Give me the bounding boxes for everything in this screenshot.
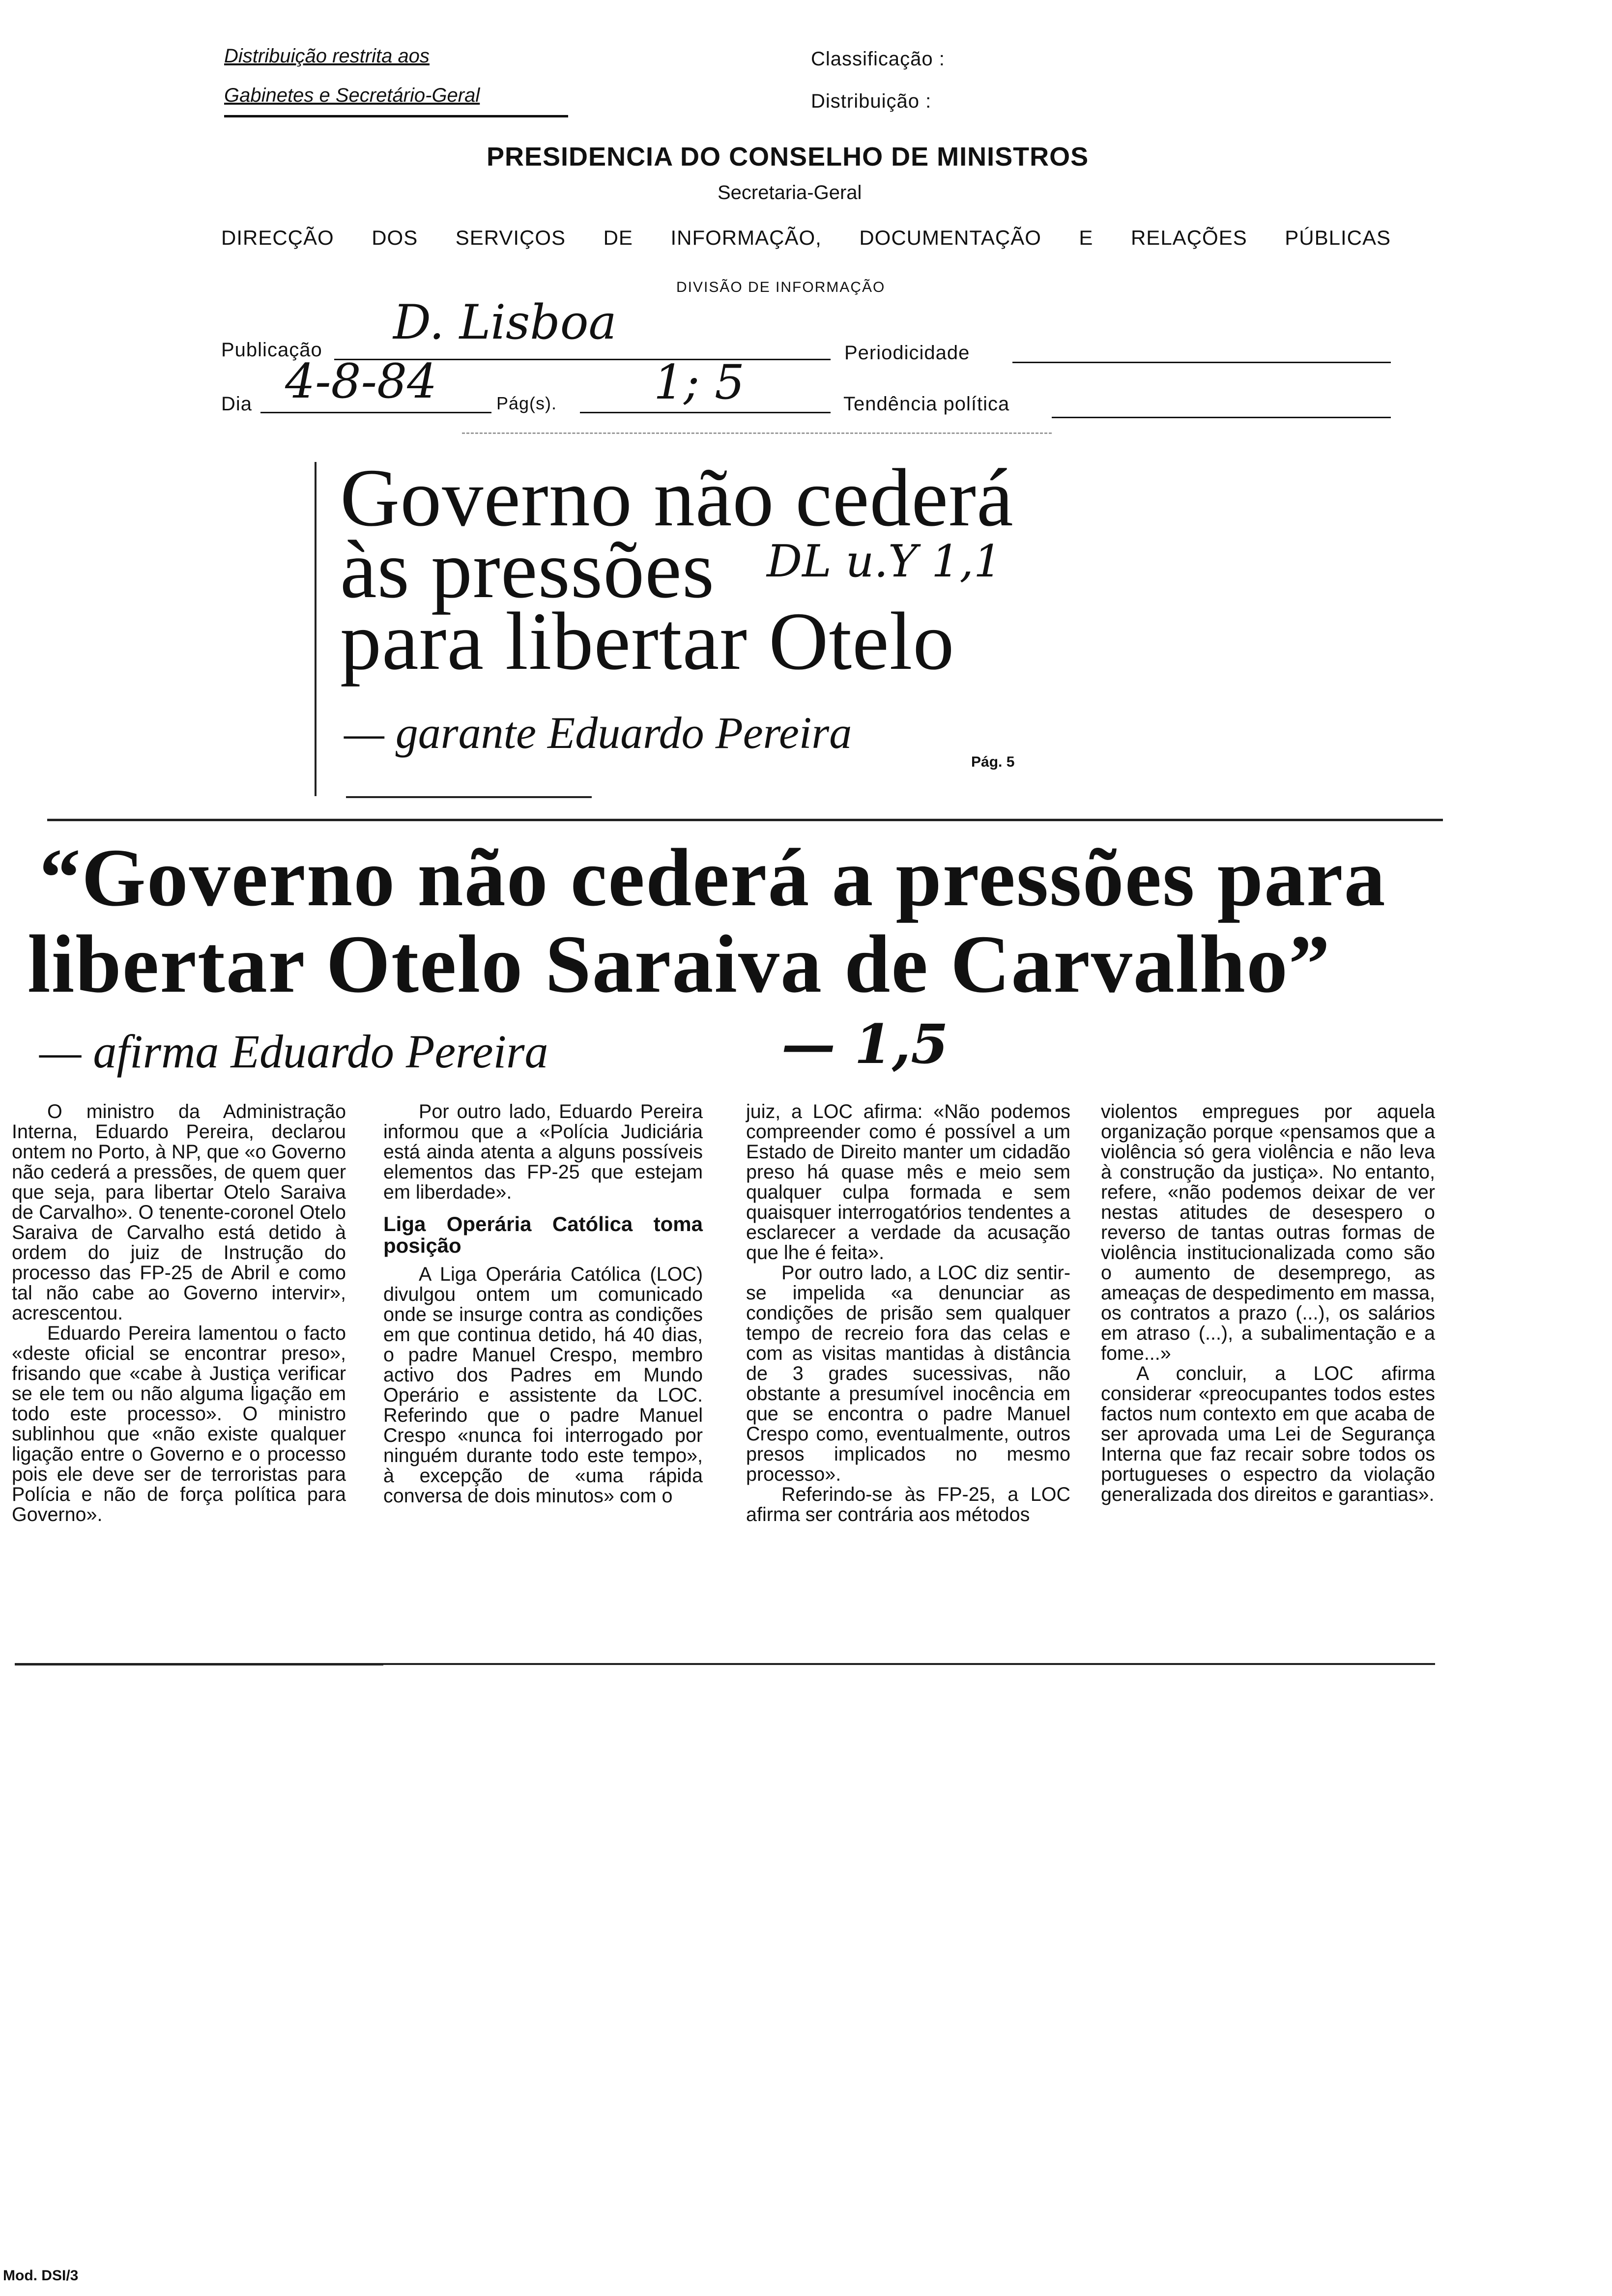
col1-paragraph-1: O ministro da Administração Interna, Eduardo Pereira, declarou ontem no Porto, à NP, que «o Governo não cederá a pressões, de quem quer que seja, para libertar Otelo Saraiva de Carvalho». O tenente-coronel Otelo Saraiva de Carvalho está detido à ordem do juiz de Instrução do processo das FP-25 de Abril e como tal não cabe ao Governo intervir», acrescentou. — [12, 1101, 346, 1324]
division-title: DIVISÃO DE INFORMAÇÃO — [676, 279, 886, 295]
header-rule — [224, 115, 568, 117]
distribution-restriction-line2: Gabinetes e Secretário-Geral — [224, 85, 480, 106]
pages-handwritten: 1; 5 — [654, 355, 745, 410]
front-headline-line3: para libertar Otelo — [340, 596, 955, 687]
article-column-1 — [12, 1102, 346, 1525]
classification-label: Classificação : — [811, 48, 945, 70]
day-label: Dia — [221, 393, 253, 415]
article-column-3 — [746, 1102, 1070, 1525]
periodicity-label: Periodicidade — [844, 342, 970, 364]
tendency-label: Tendência política — [843, 393, 1010, 415]
article-column-2 — [383, 1102, 703, 1506]
col1-paragraph-2: Eduardo Pereira lamentou o facto «deste oficial se encontrar preso», frisando que «cabe à Justiça verificar se ele tem ou não alguma ligação em todo este processo». O ministro sublinhou que «não existe qualquer ligação entre o Governo e o processo pois ele deve ser de terroristas para Polícia e não de força política para Governo». — [12, 1322, 346, 1525]
article-bottom-rule-2 — [383, 1663, 1435, 1665]
form-code: Mod. DSI/3 — [3, 2267, 79, 2284]
tendency-underline — [1052, 417, 1391, 418]
col4-paragraph-1: violentos empregues por aquela organização porque «pensamos que a violência só gera violência e não leva à construção da justiça». No entanto, refere, «não podemos deixar de ver nestas atitudes de desespero o reverso de tantas outras formas de violência institucionalizada como são o aumento de desemprego, as ameaças de despedimento em massa, os contratos a prazo (...), os salários em atraso (...), a subalimentação e a fome...» — [1101, 1101, 1435, 1364]
publication-label: Publicação — [221, 339, 322, 361]
distribution-restriction-line1: Distribuição restrita aos — [224, 45, 430, 67]
presidency-title: PRESIDENCIA DO CONSELHO DE MINISTROS — [487, 142, 1089, 172]
front-headline-line1: Governo não cederá — [340, 452, 1014, 544]
front-handwritten-note: DL u.Y 1,1 — [767, 536, 1002, 587]
clip-bottom-rule — [346, 796, 592, 798]
col4-paragraph-2: A concluir, a LOC afirma considerar «preocupantes todos estes factos num contexto em que acaba de ser aprovada uma Lei de Segurança Interna que faz recair sobre todos os portugueses o espectro da violação generalizada dos direitos e garantias». — [1101, 1363, 1435, 1505]
secretariat-title: Secretaria-Geral — [718, 182, 862, 203]
day-underline — [260, 412, 491, 413]
clip-top-rule — [462, 432, 1052, 434]
day-handwritten: 4-8-84 — [285, 354, 437, 409]
col2-heading: Liga Operária Católica toma posição — [383, 1212, 703, 1257]
col2-intro: Por outro lado, Eduardo Pereira informou que a «Polícia Judiciária está ainda atenta a alguns possíveis elementos das FP-25 que estejam em liberdade». — [383, 1101, 703, 1203]
clip-left-rule — [315, 462, 317, 796]
publication-handwritten: D. Lisboa — [393, 295, 617, 350]
article-column-4 — [1101, 1102, 1435, 1505]
col3-paragraph-3: Referindo-se às FP-25, a LOC afirma ser contrária aos métodos — [746, 1484, 1070, 1525]
article-headline-line1: “Governo não cederá a pressões para — [39, 832, 1386, 923]
article-handwritten-page: — 1,5 — [781, 1012, 949, 1076]
front-page-ref: Pág. 5 — [971, 754, 1015, 770]
directorate-title: DIRECÇÃO DOS SERVIÇOS DE INFORMAÇÃO, DOCUMENTAÇÃO E RELAÇÕES PÚBLICAS — [221, 226, 1391, 249]
periodicity-underline — [1012, 362, 1391, 363]
pages-label: Pág(s). — [496, 393, 557, 413]
pages-underline — [580, 412, 831, 413]
front-subheadline: — garante Eduardo Pereira — [344, 708, 852, 758]
article-top-rule — [47, 819, 1443, 821]
front-headline-line2: às pressões — [340, 524, 715, 615]
article-subheadline: — afirma Eduardo Pereira — [39, 1025, 548, 1078]
col3-paragraph-2: Por outro lado, a LOC diz sentir-se impelida «a denunciar as condições de prisão sem qualquer tempo de recreio fora das celas e com as visitas mantidas à distância de 3 grades sucessivas, não obstante a presumível inocência em que se encontra o padre Manuel Crespo como, eventualmente, outros presos implicados no mesmo processo». — [746, 1262, 1070, 1485]
article-bottom-rule-1 — [15, 1663, 383, 1665]
col3-paragraph-1: juiz, a LOC afirma: «Não podemos compreender como é possível a um Estado de Direito manter um cidadão preso há quase mês e meio sem qualquer culpa formada e sem quaisquer interrogatórios tendentes a esclarecer a verdade da acusação que lhe é feita». — [746, 1101, 1070, 1263]
article-headline-line2: libertar Otelo Saraiva de Carvalho” — [28, 918, 1331, 1010]
col2-body: A Liga Operária Católica (LOC) divulgou ontem um comunicado onde se insurge contra as condições em que continua detido, há 40 dias, o padre Manuel Crespo, membro activo dos Padres em Mundo Operário e assistente da LOC. Referindo que o padre Manuel Crespo «nunca foi interrogado por ninguém durante todo este tempo», à excepção de «uma rápida conversa de dois minutos» com o — [383, 1263, 703, 1507]
distribution-label: Distribuição : — [811, 90, 932, 112]
